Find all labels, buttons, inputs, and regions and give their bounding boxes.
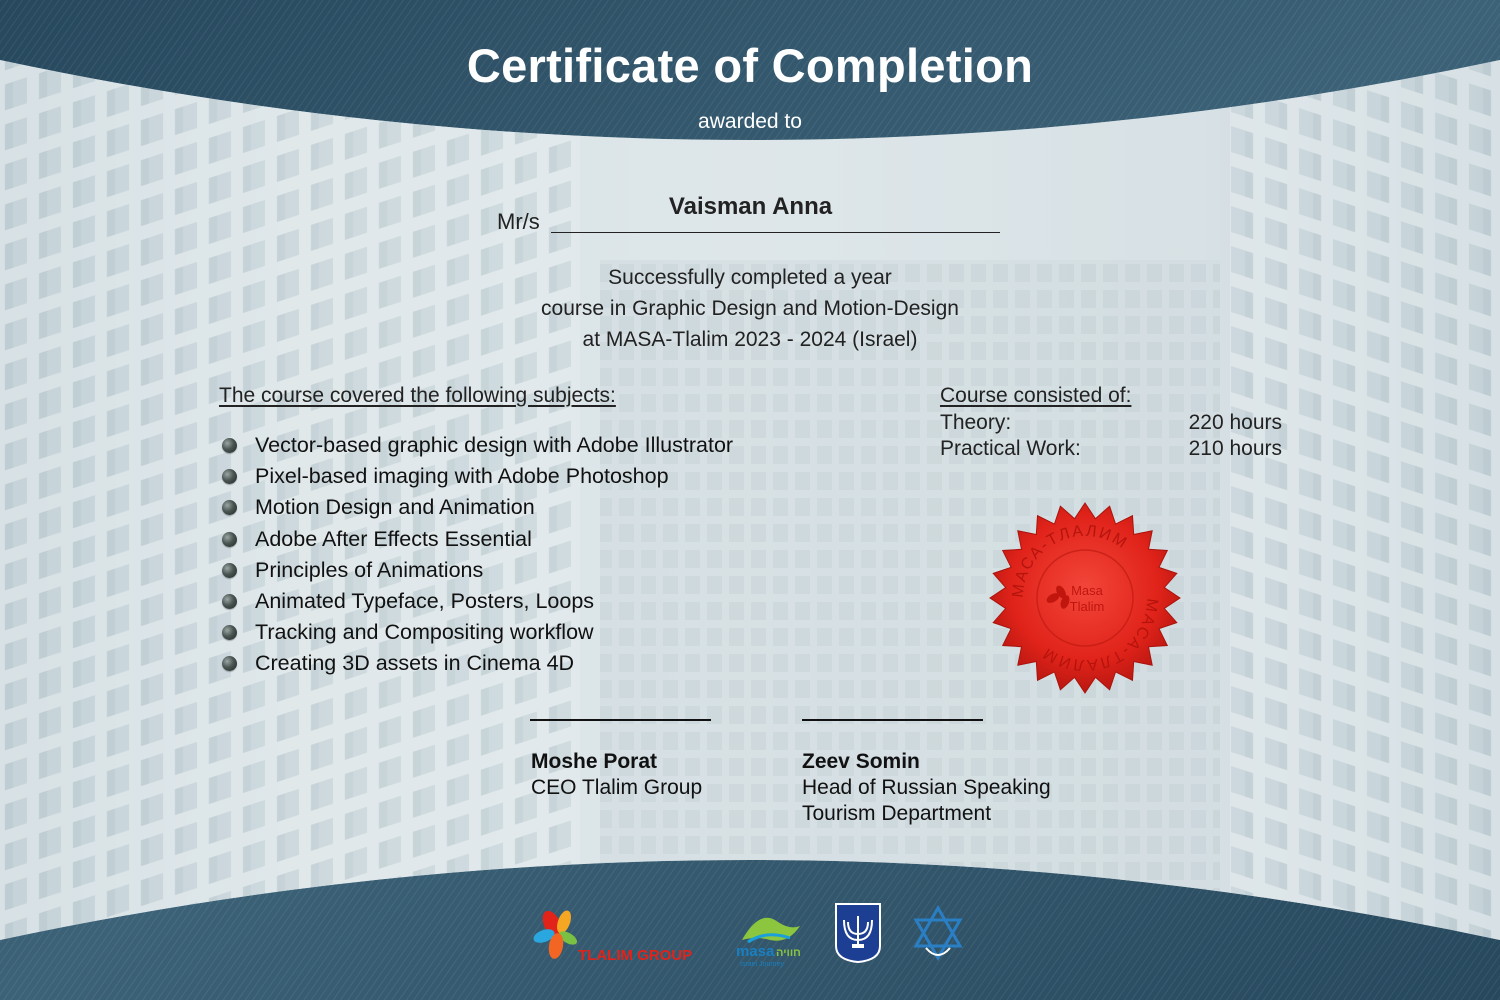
signatory-name: Moshe Porat bbox=[531, 750, 658, 773]
tlalim-logo-text: TLALIM GROUP bbox=[578, 947, 693, 964]
recipient-underline bbox=[551, 232, 1000, 233]
completion-description bbox=[400, 262, 1100, 355]
certificate-title: Certificate of Completion bbox=[466, 39, 1034, 92]
bullet-icon bbox=[222, 438, 237, 453]
recipient-name: Vaisman Anna bbox=[668, 193, 833, 220]
masa-logo-suffix: חוויה bbox=[776, 947, 801, 959]
subject-item bbox=[222, 617, 733, 648]
subject-item bbox=[222, 492, 733, 523]
bullet-icon bbox=[222, 563, 237, 578]
course-hours-heading: Course consisted of: bbox=[940, 384, 1132, 407]
role-line: Tourism Department bbox=[802, 802, 992, 825]
bullet-icon bbox=[222, 656, 237, 671]
hours-value: 220 hours bbox=[1188, 411, 1282, 434]
subject-label: Vector-based graphic design with Adobe Illustrator bbox=[255, 433, 734, 458]
seal-center-text: Masa bbox=[1071, 583, 1103, 598]
tlalim-group-logo bbox=[530, 904, 710, 966]
hours-value: 210 hours bbox=[1188, 437, 1282, 460]
description-line: Successfully completed a year bbox=[608, 266, 892, 289]
hours-label: Theory: bbox=[940, 411, 1012, 434]
subject-item bbox=[222, 461, 733, 492]
signature-line bbox=[530, 719, 711, 721]
bullet-icon bbox=[222, 469, 237, 484]
seal-ring-text: МАСА-ТЛАЛИМ bbox=[1039, 597, 1161, 674]
star-of-david-icon bbox=[906, 904, 970, 966]
subject-label: Pixel-based imaging with Adobe Photoshop bbox=[255, 464, 669, 489]
signature-line bbox=[802, 719, 983, 721]
subjects-list bbox=[222, 430, 733, 680]
subject-item bbox=[222, 524, 733, 555]
salutation-label: Mr/s bbox=[497, 209, 540, 234]
role-line: CEO Tlalim Group bbox=[531, 776, 703, 799]
signatory-role bbox=[802, 775, 1051, 827]
bullet-icon bbox=[222, 625, 237, 640]
signatory-role bbox=[531, 775, 702, 801]
subject-label: Animated Typeface, Posters, Loops bbox=[255, 589, 595, 614]
bullet-icon bbox=[222, 532, 237, 547]
masa-logo bbox=[730, 900, 810, 968]
subjects-heading: The course covered the following subjects: bbox=[219, 384, 616, 407]
subject-label: Tracking and Compositing workflow bbox=[255, 620, 594, 645]
signatory-name: Zeev Somin bbox=[802, 750, 920, 773]
state-emblem-icon bbox=[832, 902, 884, 964]
subject-item bbox=[222, 648, 733, 679]
bullet-icon bbox=[222, 594, 237, 609]
masa-logo-text: masa bbox=[736, 943, 775, 960]
masa-logo-tagline: Israel Journey bbox=[740, 961, 784, 968]
masa-tlalim-seal bbox=[987, 500, 1183, 696]
seal-center-text: Tlalim bbox=[1069, 599, 1105, 614]
subject-label: Principles of Animations bbox=[255, 557, 484, 582]
subject-item bbox=[222, 430, 733, 461]
sponsor-logos bbox=[530, 900, 970, 970]
theory-hours-row bbox=[940, 411, 1282, 435]
role-line: Head of Russian Speaking bbox=[802, 776, 1051, 799]
seal-ring-text: МАСА-ТЛАЛИМ bbox=[1009, 522, 1131, 599]
bullet-icon bbox=[222, 500, 237, 515]
subject-label: Adobe After Effects Essential bbox=[255, 526, 532, 551]
subject-item bbox=[222, 586, 733, 617]
subject-item bbox=[222, 555, 733, 586]
subject-label: Creating 3D assets in Cinema 4D bbox=[255, 651, 575, 676]
hours-label: Practical Work: bbox=[940, 437, 1081, 460]
practical-hours-row bbox=[940, 437, 1282, 461]
subject-label: Motion Design and Animation bbox=[255, 495, 535, 520]
description-line: course in Graphic Design and Motion-Design bbox=[541, 297, 959, 320]
awarded-to-text: awarded to bbox=[698, 110, 802, 133]
description-line: at MASA-Tlalim 2023 - 2024 (Israel) bbox=[582, 328, 918, 351]
